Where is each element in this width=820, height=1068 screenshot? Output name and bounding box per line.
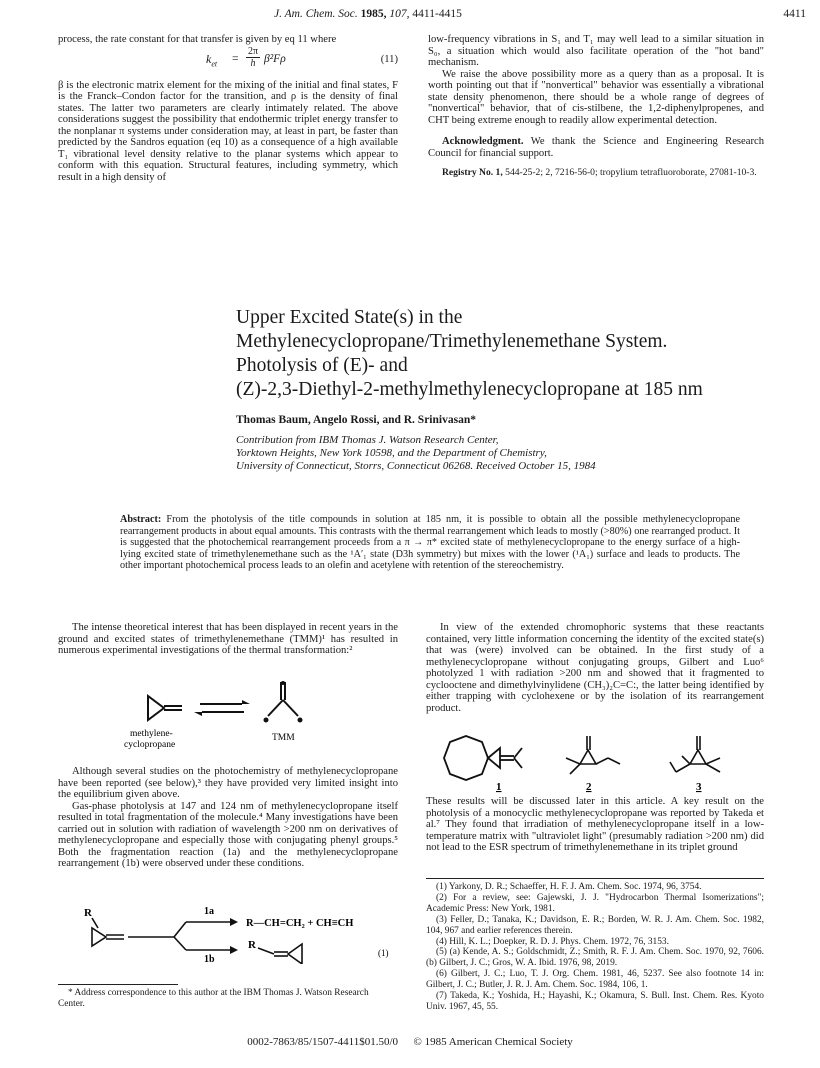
paragraph-chromophoric: In view of the extended chromophoric systems that these reactants contained, very little information concerning the identity of the excited state(s) that was (were) involved can be obtained. In the first study of a methylenecyclopropane without conjugating groups, Gilbert and Luo⁶ photolyzed 1 with radiation >200 nm and showed that it fragmented to cyclooctene and dimethylvinylidene (CH₃)₂C=C:, the latter being identified by either trapping with cyclohexene or by the isolation of its rearrangement product.: [426, 622, 764, 714]
main-right-column-cont: [426, 796, 764, 854]
authors: Thomas Baum, Angelo Rossi, and R. Srinivasan*: [236, 414, 476, 426]
equation-number: (11): [380, 53, 398, 65]
journal-pages: 4411-4415: [412, 8, 462, 20]
paragraph-key-result: These results will be discussed later in this article. A key result on the photolysis of a monocyclic methylenecyclopropane was reported by Takeda et al.⁷ They found that irradiation of methylenecyclopropane itself in a low-temperature matrix with "ultraviolet light" (presumably radiation >200 nm) did not lead to the ESR spectrum of trimethylenemethane in its triplet ground: [426, 796, 764, 854]
intro-paragraph: The intense theoretical interest that has been displayed in recent years in the ground and excited states of trimethylenemethane (TMM)¹ has resulted in numerous experimental investigations of the thermal transformation:²: [58, 622, 398, 657]
main-left-column-cont: [58, 766, 398, 870]
copyright: © 1985 American Chemical Society: [413, 1036, 573, 1048]
prev-right-para2: We raise the above possibility more as a query than as a proposal. It is worth pointing out that if "nonvertical" behavior was essentially a vibrational state density phenomenon, there should be a whole range of degrees of "nonvertical" behavior, that of cis-stilbene, the 1,2-diphenylpropenes, and CHT being extreme enough to readily allow experimental detection.: [428, 68, 764, 126]
svg-text:3: 3: [696, 781, 702, 793]
equation-11: $k_{et}$ = 2π h β²Fρ (11): [58, 46, 398, 80]
references: [426, 882, 764, 1013]
main-right-column: [426, 622, 764, 714]
label-methylene: methylene-: [130, 729, 173, 739]
journal-volume: 107,: [389, 8, 410, 20]
prev-right-para1: low-frequency vibrations in S₁ and T₁ may well lead to a similar situation in S₀, a situation which would also facilitate operation of the "hot band" mechanism.: [428, 34, 764, 69]
reaction-equation-1: [62, 898, 398, 964]
article-code: 0002-7863/85/1507-4411$01.50/0: [247, 1036, 399, 1048]
paragraph-photochemistry: Although several studies on the photochemistry of methylenecyclopropane have been reported (see below),³ they have provided very limited insight into the equilibrium given above.: [58, 766, 398, 801]
reference-item: (2) For a review, see: Gajewski, J. J. "Hydrocarbon Thermal Isomerizations"; Academic Press: New York, 1981.: [426, 892, 764, 914]
equilibrium-scheme: [90, 678, 330, 750]
svg-text:2: 2: [586, 781, 592, 793]
affiliation: Contribution from IBM Thomas J. Watson Research Center, Yorktown Heights, New York 10598, and the Department of Chemistry, University of Connecticut, Storrs, Connecticut 06268. Received October 15, 1984: [236, 434, 596, 473]
reference-item: (4) Hill, K. L.; Doepker, R. D. J. Phys. Chem. 1972, 76, 3153.: [436, 936, 669, 947]
acknowledgment: Acknowledgment. We thank the Science and Engineering Research Council for financial support.: [428, 136, 764, 159]
correspondence-footnote: * Address correspondence to this author at the IBM Thomas J. Watson Research Center.: [58, 988, 369, 1009]
page-footer: [0, 1036, 820, 1048]
reference-item: (5) (a) Kende, A. S.; Goldschmidt, Z.; Smith, R. F. J. Am. Chem. Soc. 1970, 92, 7606. (b) Gilbert, J. C.; Gros, W. A. Ibid. 1976, 98, 2019.: [426, 947, 764, 969]
label-tmm: TMM: [272, 733, 295, 743]
paragraph-gas-phase: Gas-phase photolysis at 147 and 124 nm of methylenecyclopropane itself resulted in total fragmentation of the molecule.⁴ Many investigations have been carried out in solution with radiation of wavelength >200 nm on derivatives of methylenecyclopropane and especially those with conjugating phenyl groups.⁵ Both the fragmentation reaction (1a) and the methylenecyclopropane rearrangement (1b) were observed under these conditions.: [58, 800, 398, 870]
reference-item: (7) Takeda, K.; Yoshida, H.; Hayashi, K.; Okamura, S. Bull. Inst. Chem. Res. Kyoto Univ. 1967, 45, 55.: [426, 991, 764, 1012]
right-footnote-rule: [426, 878, 764, 879]
journal-year: 1985,: [360, 8, 387, 20]
svg-text:1b: 1b: [204, 954, 215, 964]
article-title: Upper Excited State(s) in the Methylenecyclopropane/Trimethylenemethane System. Photolysis of (E)- and (Z)-2,3-Diethyl-2-methylmethylenecyclopropane at 185 nm: [236, 307, 703, 400]
prev-right-column: [428, 34, 764, 178]
svg-text:R—CH=CH₂ + CH≡CH: R—CH=CH₂ + CH≡CH: [246, 918, 354, 929]
reference-item: (6) Gilbert, J. C.; Luo, T. J. Org. Chem. 1981, 46, 5237. See also footnote 14 in: Gilbert, J. C.; Butler, J. R. J. Am. Chem. Soc. 1984, 106, 1.: [426, 969, 764, 991]
label-cyclopropane: cyclopropane: [124, 740, 176, 750]
prev-intro: process, the rate constant for that transfer is given by eq 11 where: [58, 34, 337, 45]
svg-text:1: 1: [496, 781, 502, 793]
left-footnote-rule: [58, 984, 178, 985]
svg-text:(1): (1): [378, 948, 389, 958]
structures-1-2-3: [430, 734, 766, 794]
reference-item: (1) Yarkony, D. R.; Schaeffer, H. F. J. Am. Chem. Soc. 1974, 96, 3754.: [436, 882, 702, 892]
prev-left-column: [58, 34, 398, 183]
reference-item: (3) Feller, D.; Tanaka, K.; Davidson, E. R.; Borden, W. R. J. Am. Chem. Soc. 1982, 104, 967 and earlier references therein.: [426, 914, 764, 936]
running-header: [274, 8, 462, 20]
page-number: 4411: [783, 8, 806, 20]
equation-rhs: [230, 54, 231, 89]
svg-text:R: R: [84, 907, 92, 919]
journal-name: J. Am. Chem. Soc.: [274, 8, 358, 20]
prev-left-para: β is the electronic matrix element for the mixing of the initial and final states, F is the Franck–Condon factor for the transition, and ρ is the density of final states. The latter two parameters are clearly intimately related. The above considerations suggest the possibility that endothermic triplet energy transfer to the nonplanar π systems under consideration may, at least in part, be faster than predicted by the Sandros equation (eq 10) as a consequence of a high available T₁ vibrational level density relative to the planar systems which appear to conform with this equation. Structural features, including symmetry, which result in a high density of: [58, 79, 398, 183]
registry-numbers: Registry No. 1, 544-25-2; 2, 7216-56-0; tropylium tetrafluoroborate, 27081-10-3.: [442, 167, 757, 179]
svg-text:1a: 1a: [204, 906, 214, 917]
abstract: Abstract: From the photolysis of the title compounds in solution at 185 nm, it is possible to obtain all the possible methylenecyclopropane rearrangement products in about equal amounts. This contrasts with the thermal rearrangement which leads to mostly (>80%) one rearranged product. It is suggested that the photochemical rearrangement proceeds from a π → π* excited state of methylenecyclopropane to the energy surface of a high-lying excited state of trimethylenemethane such as the ¹A′₁ state (D3h symmetry) but mixes with the lower (¹A₁) surface and leads to products. The other important photochemical process leads to an olefin and acetylene with retention of the stereochemistry.: [120, 514, 741, 571]
svg-text:R: R: [248, 939, 256, 951]
main-left-column: [58, 622, 398, 657]
